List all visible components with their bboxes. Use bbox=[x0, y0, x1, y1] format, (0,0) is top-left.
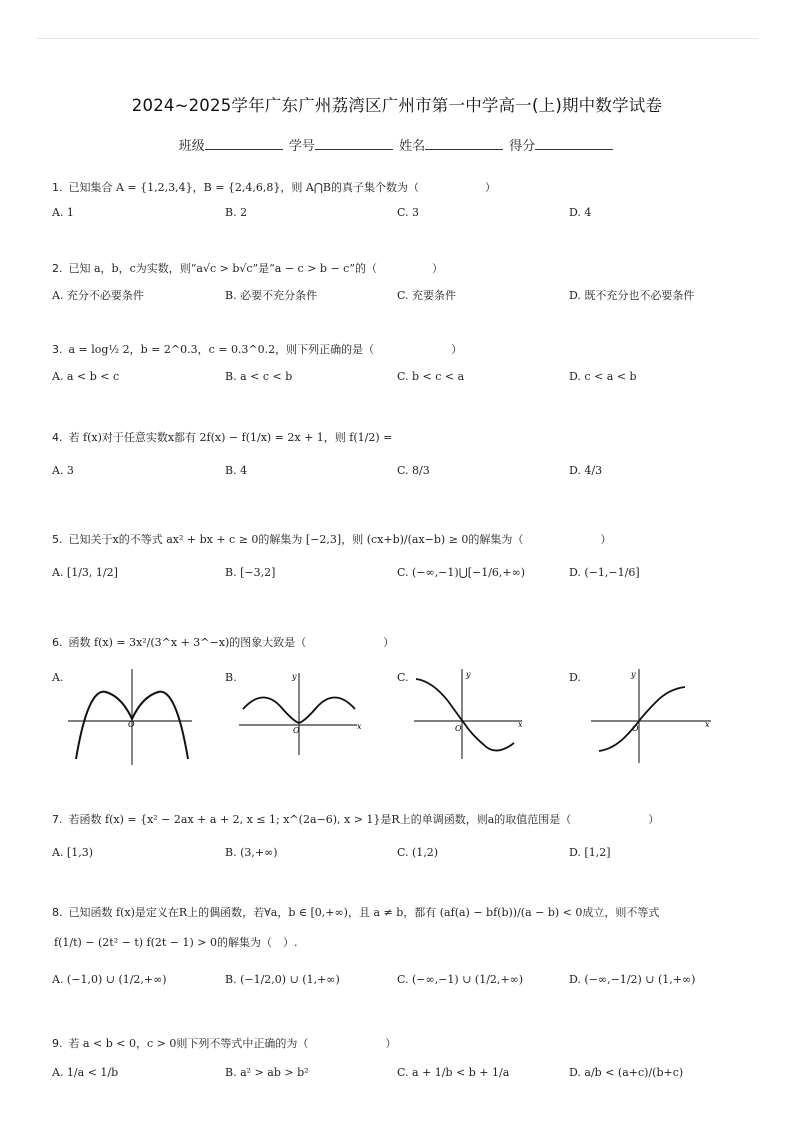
option-c[interactable]: C. (1,2) bbox=[397, 846, 439, 859]
option-a[interactable]: A. a < b < c bbox=[52, 370, 120, 383]
y-axis-label: y bbox=[292, 672, 297, 681]
question-stem bbox=[52, 530, 764, 550]
graph-c[interactable] bbox=[410, 667, 540, 767]
option-d[interactable]: D. (−1,−1/6] bbox=[569, 566, 640, 579]
question-text: 已知函数 f(x)是定义在R上的偶函数，若∀a，b ∈ [0,+∞)，且 a ≠ b，都有 (af(a) − bf(b))/(a − b) < 0成立，则不等式 bbox=[68, 906, 660, 919]
option-a[interactable]: A. 1 bbox=[52, 206, 74, 219]
question-number: 3. bbox=[52, 343, 63, 356]
question-9 bbox=[52, 1034, 764, 1079]
option-a[interactable]: A. (−1,0) ∪ (1/2,+∞) bbox=[52, 973, 167, 986]
x-axis-label: x bbox=[518, 720, 523, 729]
question-4 bbox=[52, 428, 764, 477]
origin-label: O bbox=[455, 724, 462, 733]
question-7 bbox=[52, 810, 764, 859]
option-b[interactable]: B. [−3,2] bbox=[225, 566, 276, 579]
option-c[interactable]: C. a + 1/b < b + 1/a bbox=[397, 1066, 510, 1079]
question-3 bbox=[52, 340, 764, 383]
option-c[interactable]: C. (−∞,−1) ∪ (1/2,+∞) bbox=[397, 973, 524, 986]
origin-label: O bbox=[632, 724, 639, 733]
origin-label: O bbox=[293, 726, 300, 735]
question-1 bbox=[52, 178, 764, 219]
option-b[interactable]: B. bbox=[225, 671, 237, 684]
option-c[interactable]: C. (−∞,−1)⋃[−1/6,+∞) bbox=[397, 566, 526, 579]
option-d[interactable]: D. 4 bbox=[569, 206, 592, 219]
option-d[interactable]: D. (−∞,−1/2) ∪ (1,+∞) bbox=[569, 973, 696, 986]
option-d[interactable]: D. 既不充分也不必要条件 bbox=[569, 289, 695, 302]
question-text: 若 a < b < 0，c > 0则下列不等式中正确的为（ ） bbox=[68, 1037, 397, 1050]
option-d[interactable]: D. bbox=[569, 671, 581, 684]
question-stem bbox=[52, 903, 764, 923]
option-c[interactable]: C. 8/3 bbox=[397, 464, 430, 477]
question-text: 已知 a，b，c为实数，则“a√c > b√c”是“a − c > b − c”的（ ） bbox=[68, 262, 443, 275]
option-c[interactable]: C. 充要条件 bbox=[397, 289, 457, 302]
score-field[interactable] bbox=[535, 137, 613, 150]
score-label: 得分 bbox=[509, 139, 536, 154]
option-a[interactable]: A. 充分不必要条件 bbox=[52, 289, 144, 302]
option-b[interactable]: B. 4 bbox=[225, 464, 248, 477]
question-text: 若函数 f(x) = {x² − 2ax + a + 2, x ≤ 1; x^(2a−6), x > 1}是R上的单调函数，则a的取值范围是（ ） bbox=[68, 813, 660, 826]
option-a[interactable]: A. 3 bbox=[52, 464, 74, 477]
id-field[interactable] bbox=[315, 137, 393, 150]
question-text: 函数 f(x) = 3x²/(3^x + 3^−x)的图象大致是（ ） bbox=[68, 636, 395, 649]
option-c[interactable]: C. b < c < a bbox=[397, 370, 465, 383]
question-number: 7. bbox=[52, 813, 63, 826]
x-axis-label: x bbox=[705, 720, 710, 729]
question-stem bbox=[52, 1034, 764, 1054]
question-text: 若 f(x)对于任意实数x都有 2f(x) − f(1/x) = 2x + 1，则 f(1/2) = bbox=[68, 431, 393, 444]
page-title: 2024~2025学年广东广州荔湾区广州市第一中学高一(上)期中数学试卷 bbox=[131, 96, 663, 115]
x-axis-label: x bbox=[357, 722, 362, 731]
question-stem bbox=[52, 428, 764, 448]
option-c[interactable]: C. bbox=[397, 671, 409, 684]
option-a[interactable]: A. [1,3) bbox=[52, 846, 94, 859]
option-d[interactable]: D. a/b < (a+c)/(b+c) bbox=[569, 1066, 684, 1079]
option-b[interactable]: B. 2 bbox=[225, 206, 248, 219]
option-a[interactable]: A. bbox=[52, 671, 64, 684]
question-2 bbox=[52, 259, 764, 302]
name-label: 姓名 bbox=[399, 139, 426, 154]
question-stem bbox=[52, 178, 764, 198]
graph-b[interactable] bbox=[237, 667, 367, 767]
question-text: 已知集合 A = {1,2,3,4}，B = {2,4,6,8}，则 A⋂B的真子集个数为（ ） bbox=[68, 181, 496, 194]
origin-label: O bbox=[128, 720, 135, 729]
question-number: 1. bbox=[52, 181, 63, 194]
option-b[interactable]: B. a < c < b bbox=[225, 370, 293, 383]
option-b[interactable]: B. a² > ab > b² bbox=[225, 1066, 309, 1079]
question-number: 2. bbox=[52, 262, 63, 275]
question-8 bbox=[52, 903, 764, 986]
question-number: 6. bbox=[52, 636, 63, 649]
option-d[interactable]: D. 4/3 bbox=[569, 464, 603, 477]
question-stem bbox=[52, 633, 764, 653]
option-b[interactable]: B. 必要不充分条件 bbox=[225, 289, 318, 302]
question-text: 已知关于x的不等式 ax² + bx + c ≥ 0的解集为 [−2,3]，则 (cx+b)/(ax−b) ≥ 0的解集为（ ） bbox=[68, 533, 612, 546]
id-label: 学号 bbox=[288, 139, 315, 154]
option-a[interactable]: A. 1/a < 1/b bbox=[52, 1066, 119, 1079]
question-stem bbox=[52, 810, 764, 830]
question-number: 9. bbox=[52, 1037, 63, 1050]
student-info-fields bbox=[0, 135, 794, 154]
option-a[interactable]: A. [1/3, 1/2] bbox=[52, 566, 118, 579]
option-d[interactable]: D. c < a < b bbox=[569, 370, 637, 383]
question-number: 5. bbox=[52, 533, 63, 546]
name-field[interactable] bbox=[425, 137, 503, 150]
option-b[interactable]: B. (−1/2,0) ∪ (1,+∞) bbox=[225, 973, 340, 986]
option-c[interactable]: C. 3 bbox=[397, 206, 420, 219]
class-field[interactable] bbox=[205, 137, 283, 150]
question-stem bbox=[52, 259, 764, 279]
question-stem bbox=[52, 340, 764, 360]
graph-a[interactable] bbox=[66, 667, 196, 767]
question-stem-line-2: f(1/t) − (2t² − t) f(2t − 1) > 0的解集为（ ）. bbox=[54, 936, 298, 949]
y-axis-label: y bbox=[466, 670, 471, 679]
question-6 bbox=[52, 633, 764, 735]
graph-d[interactable] bbox=[585, 667, 715, 767]
top-rule bbox=[36, 38, 758, 39]
question-number: 8. bbox=[52, 906, 63, 919]
option-b[interactable]: B. (3,+∞) bbox=[225, 846, 278, 859]
question-number: 4. bbox=[52, 431, 63, 444]
option-d[interactable]: D. [1,2] bbox=[569, 846, 611, 859]
y-axis-label: y bbox=[631, 670, 636, 679]
class-label: 班级 bbox=[178, 139, 205, 154]
question-text: a = log½ 2，b = 2^0.3，c = 0.3^0.2，则下列正确的是（ ） bbox=[68, 343, 463, 356]
question-5 bbox=[52, 530, 764, 579]
